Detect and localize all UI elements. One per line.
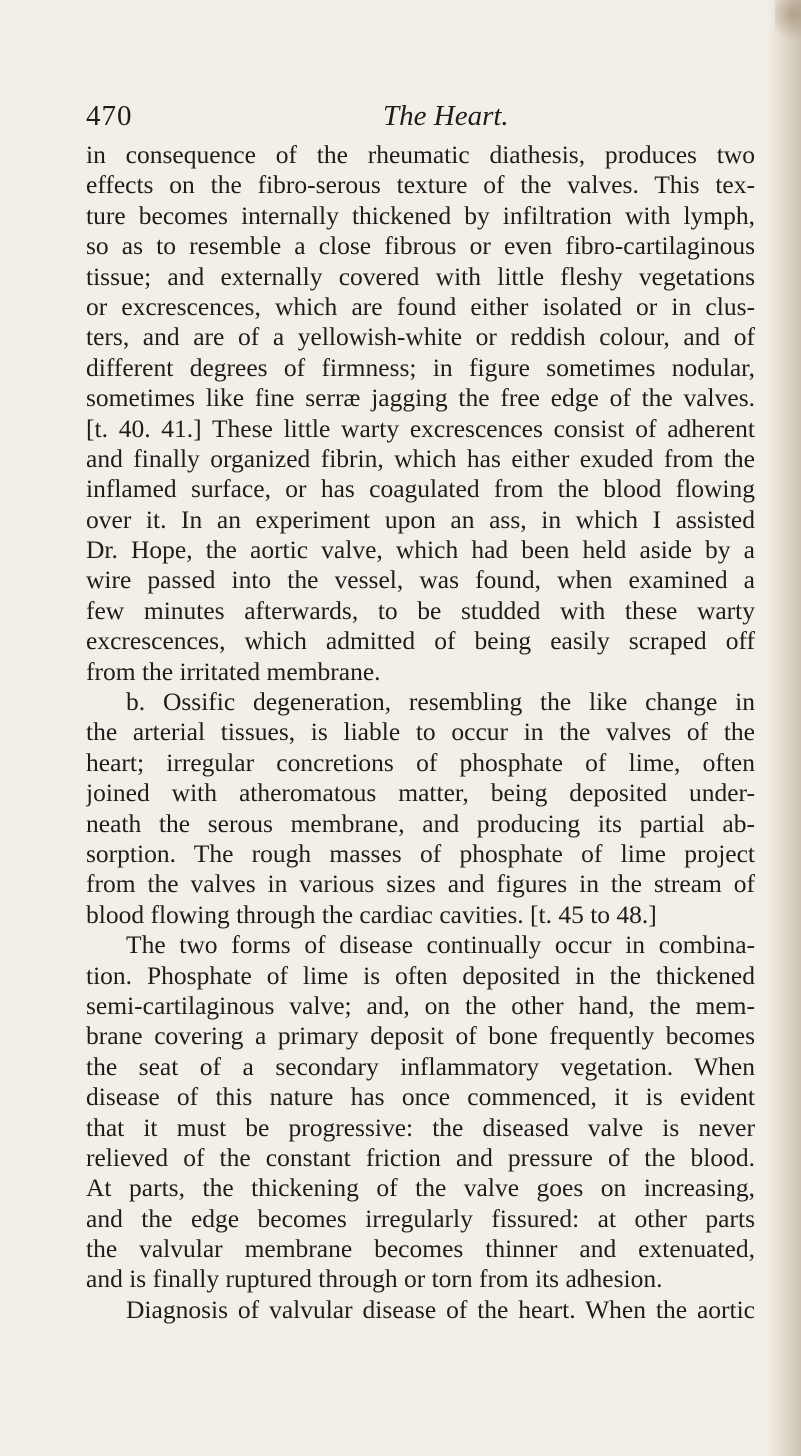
text-line: tion. Phosphate of lime is often deposited in the thickened: [86, 960, 755, 990]
text-line: b. Ossific degeneration, resembling the like change in: [126, 687, 755, 717]
text-line: brane covering a primary deposit of bone frequently becomes: [86, 1021, 755, 1051]
text-line: excrescences, which admitted of being easily scraped off: [86, 626, 755, 656]
text-line: [t. 40. 41.] These little warty excrescences consist of adherent: [86, 413, 755, 443]
text-line: semi-cartilaginous valve; and, on the other hand, the mem-: [86, 990, 755, 1020]
text-line: from the irritated membrane.: [86, 656, 381, 686]
text-line: tissue; and externally covered with little fleshy vegetations: [86, 261, 755, 291]
text-line: and the edge becomes irregularly fissured: at other parts: [86, 1203, 755, 1233]
text-line: few minutes afterwards, to be studded with these warty: [86, 595, 755, 625]
page-header: [86, 100, 736, 140]
text-line: from the valves in various sizes and figures in the stream of: [86, 869, 755, 899]
text-line: so as to resemble a close fibrous or even fibro-cartilaginous: [86, 231, 755, 261]
text-line: Dr. Hope, the aortic valve, which had been held aside by a: [86, 535, 755, 565]
text-line: effects on the fibro-serous texture of the valves. This tex-: [86, 170, 755, 200]
corner-stain: [775, 0, 801, 46]
text-line: the seat of a secondary inflammatory vegetation. When: [86, 1051, 755, 1081]
text-line: and is finally ruptured through or torn from its adhesion.: [86, 1264, 663, 1294]
text-line: The two forms of disease continually occur in combina-: [126, 930, 755, 960]
text-line: different degrees of firmness; in figure sometimes nodular,: [86, 352, 755, 382]
text-line: joined with atheromatous matter, being deposited under-: [86, 778, 755, 808]
text-line: inflamed surface, or has coagulated from the blood flowing: [86, 474, 755, 504]
page-number: 470: [86, 100, 133, 132]
text-line: Diagnosis of valvular disease of the heart. When the aortic: [126, 1294, 755, 1324]
running-title: The Heart.: [383, 100, 509, 132]
text-line: relieved of the constant friction and pressure of the blood.: [86, 1142, 755, 1172]
text-line: blood flowing through the cardiac cavities. [t. 45 to 48.]: [86, 899, 657, 929]
text-line: At parts, the thickening of the valve goes on increasing,: [86, 1173, 755, 1203]
text-line: heart; irregular concretions of phosphate of lime, often: [86, 747, 755, 777]
text-line: that it must be progressive: the diseased valve is never: [86, 1112, 755, 1142]
text-line: disease of this nature has once commenced, it is evident: [86, 1082, 755, 1112]
text-line: sorption. The rough masses of phosphate of lime project: [86, 838, 755, 868]
text-line: the valvular membrane becomes thinner and extenuated,: [86, 1234, 755, 1264]
text-line: in consequence of the rheumatic diathesis, produces two: [86, 140, 755, 169]
text-line: ture becomes internally thickened by infiltration with lymph,: [86, 200, 755, 230]
body-text: [86, 140, 755, 1325]
text-line: over it. In an experiment upon an ass, in which I assisted: [86, 504, 755, 534]
text-line: ters, and are of a yellowish-white or reddish colour, and of: [86, 322, 755, 352]
page-edge-shadow: [767, 0, 801, 1456]
text-line: and finally organized fibrin, which has either exuded from the: [86, 443, 755, 473]
text-line: sometimes like fine serræ jagging the free edge of the valves.: [86, 383, 755, 413]
text-line: neath the serous membrane, and producing its partial ab-: [86, 808, 755, 838]
text-line: the arterial tissues, is liable to occur in the valves of the: [86, 717, 755, 747]
text-line: or excrescences, which are found either isolated or in clus-: [86, 291, 755, 321]
text-line: wire passed into the vessel, was found, when examined a: [86, 565, 755, 595]
